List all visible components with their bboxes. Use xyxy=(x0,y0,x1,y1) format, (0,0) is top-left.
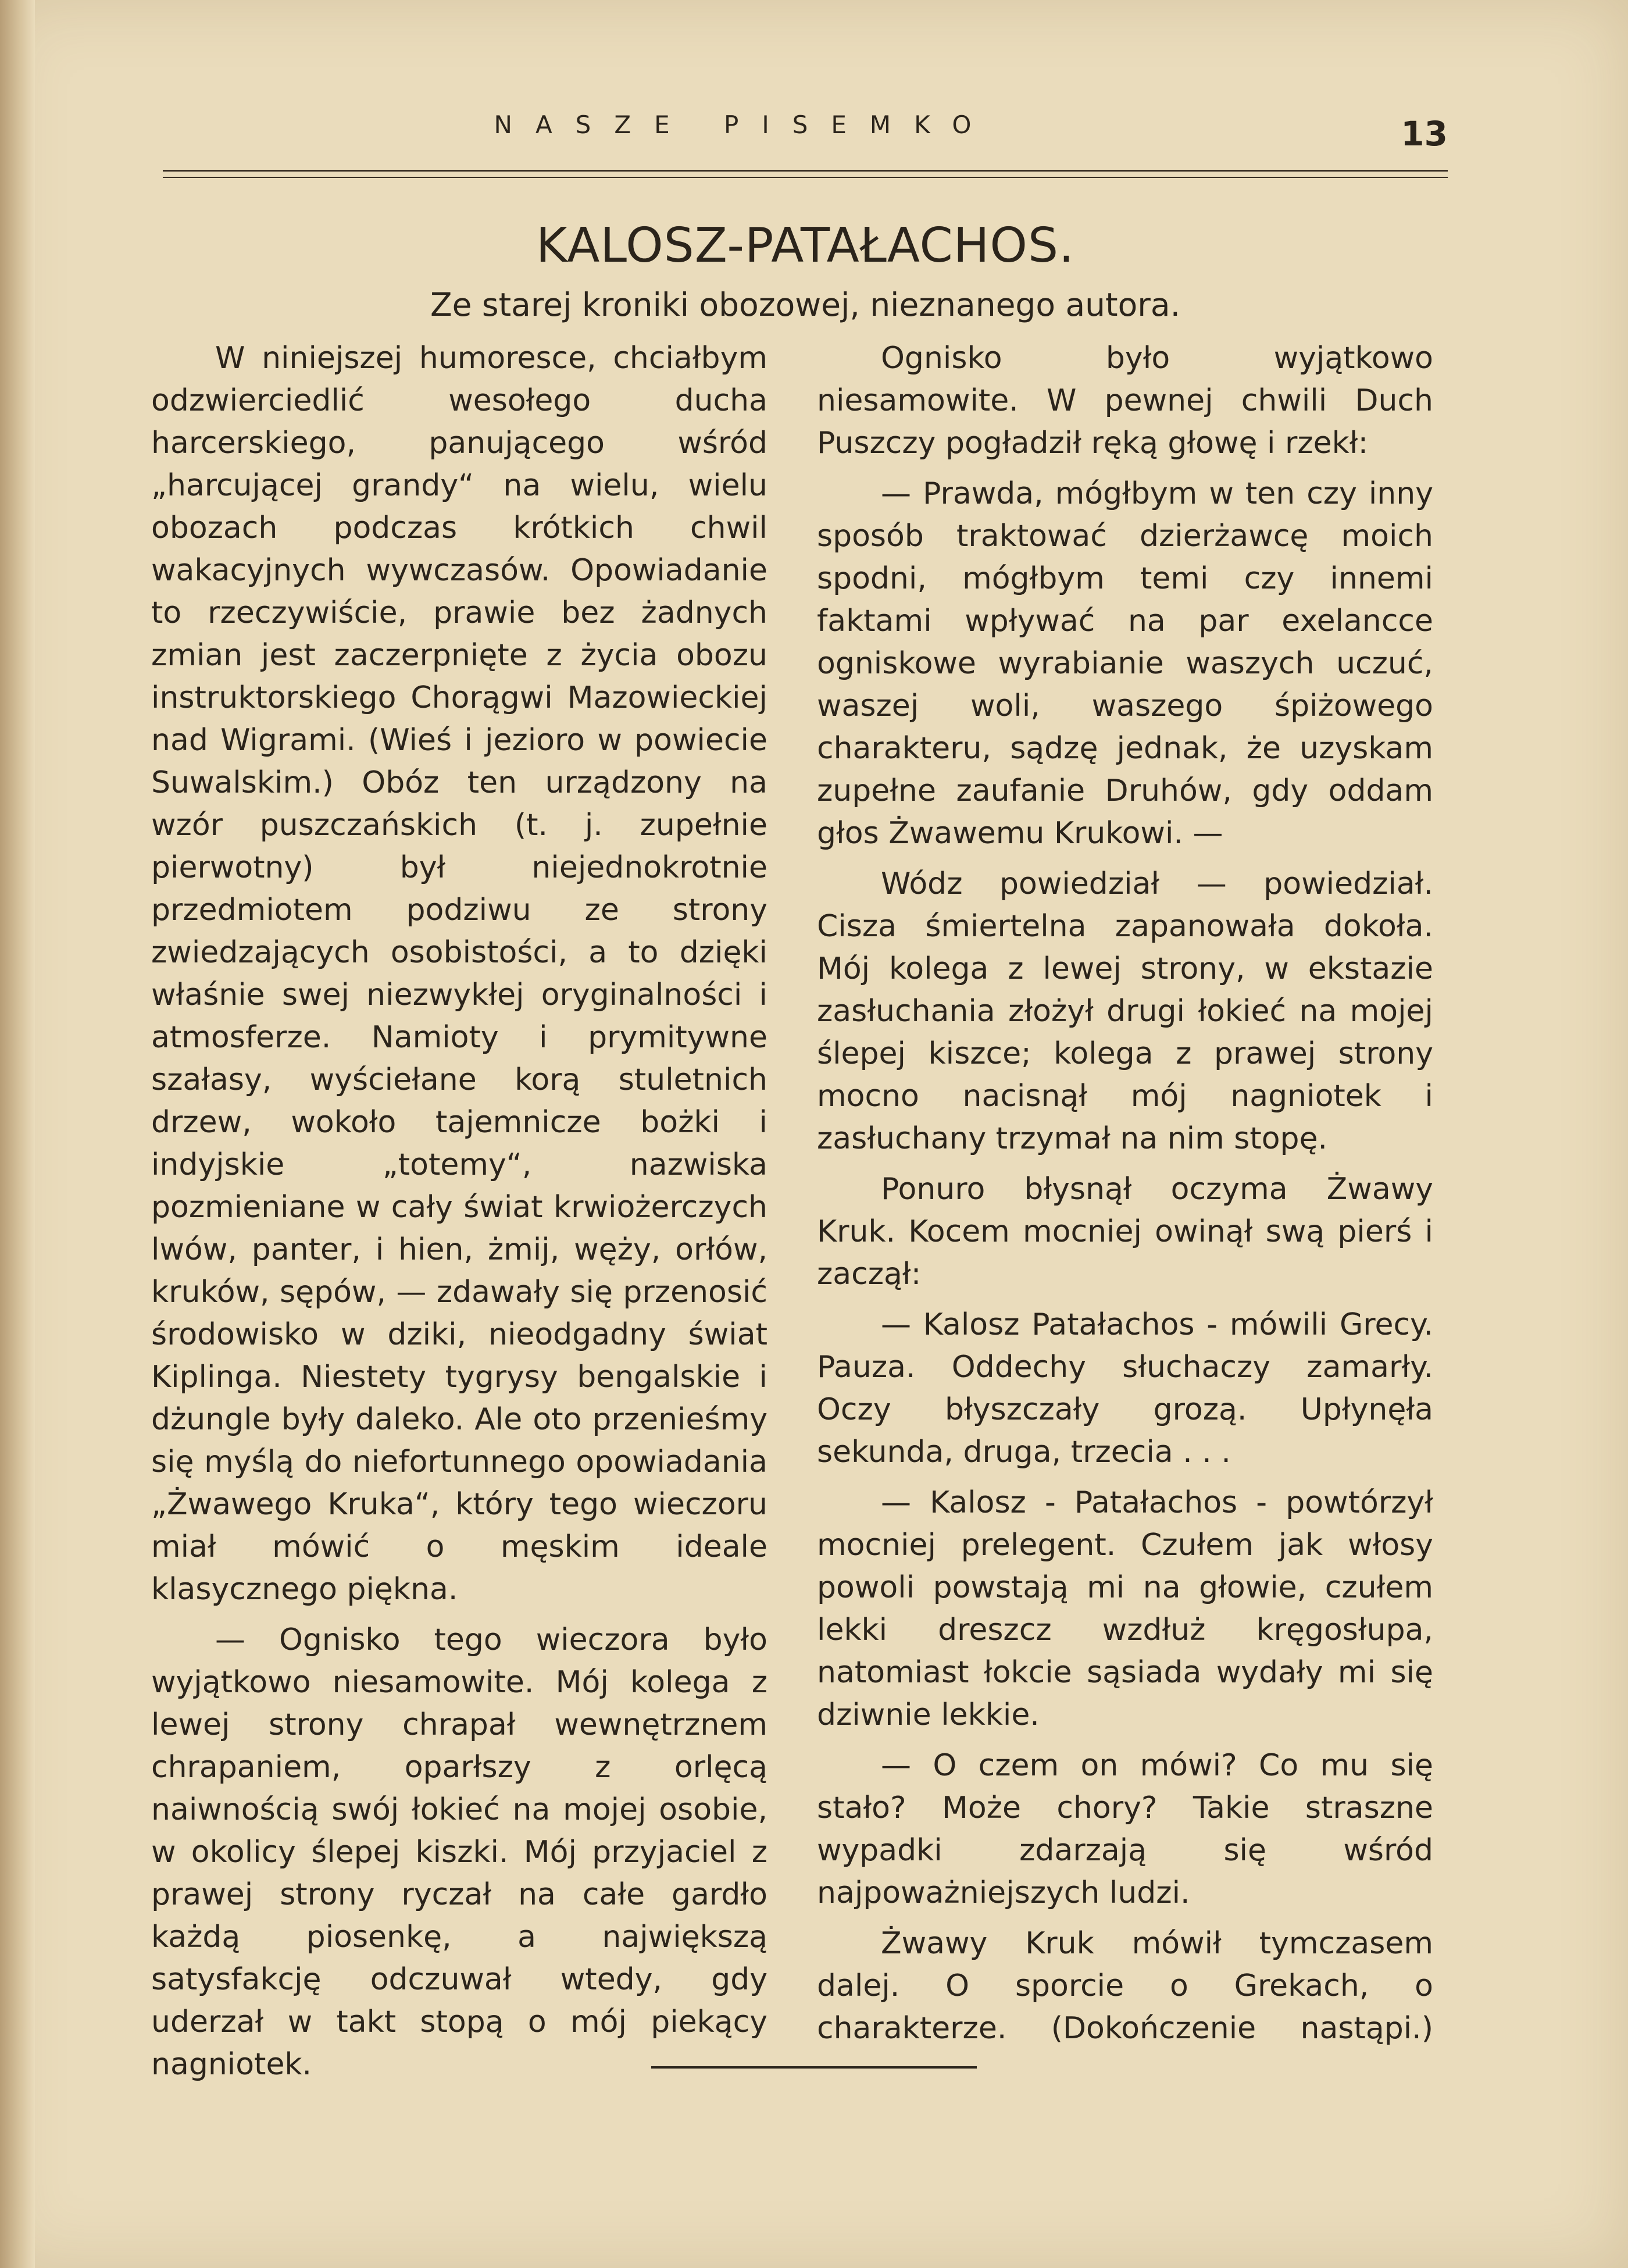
paragraph: — Kalosz Patałachos - mówili Grecy. Pauza. Oddechy słuchaczy zamarły. Oczy błyszczały grozą. Upłynęła sekunda, druga, trzecia . . . xyxy=(817,1307,1433,1470)
header-rule-top xyxy=(163,170,1448,172)
end-rule xyxy=(651,2066,977,2069)
paragraph: Ponuro błysnął oczyma Żwawy Kruk. Kocem mocniej owinął swą pierś i zaczął: xyxy=(817,1172,1433,1292)
page-binding-edge xyxy=(0,0,35,2268)
left-column xyxy=(151,337,767,2094)
page-number: 13 xyxy=(1401,114,1448,154)
article-subtitle: Ze starej kroniki obozowej, nieznanego autora. xyxy=(430,286,1181,323)
paragraph: — Prawda, mógłbym w ten czy inny sposób traktować dzierżawcę moich spodni, mógłbym temi czy innemi faktami wpływać na par exelancce ogniskowe wyrabianie waszych uczuć, waszej woli, waszego śpiżowego charakteru, sądzę jednak, że uzyskam zupełne zaufanie Druhów, gdy oddam głos Żwawemu Krukowi. — xyxy=(817,476,1433,851)
paragraph: — Ognisko tego wieczora było wyjątkowo niesamowite. Mój kolega z lewej strony chrapał wewnętrznem chrapaniem, oparłszy z orlęcą naiwnością swój łokieć na mojej osobie, w okolicy ślepej kiszki. Mój przyjaciel z prawej strony ryczał na całe gardło każdą piosenkę, a największą satysfakcję odczuwał wtedy, gdy uderzał w takt stopą o mój piekący nagniotek. xyxy=(151,1622,767,2082)
page-header xyxy=(163,99,1448,186)
header-rule-bottom xyxy=(163,177,1448,178)
paragraph: — O czem on mówi? Co mu się stało? Może chory? Takie straszne wypadki zdarzają się wśród najpoważniejszych ludzi. xyxy=(817,1748,1433,1910)
right-column xyxy=(817,337,1433,2058)
paragraph: Żwawy Kruk mówił tymczasem dalej. O sporcie o Grekach, o charakterze. (Dokończenie nastąpi.) xyxy=(817,1926,1433,2046)
running-title: NASZE PISEMKO xyxy=(494,110,995,139)
paragraph: Wódz powiedział — powiedział. Cisza śmiertelna zapanowała dokoła. Mój kolega z lewej strony, w ekstazie zasłuchania złożył drugi łokieć na mojej ślepej kiszce; kolega z prawej strony mocno nacisnął mój nagniotek i zasłuchany trzymał na nim stopę. xyxy=(817,866,1433,1156)
paragraph: W niniejszej humoresce, chciałbym odzwierciedlić wesołego ducha harcerskiego, panującego wśród „harcującej grandy“ na wielu, wielu obozach podczas krótkich chwil wakacyjnych wywczasów. Opowiadanie to rzeczywiście, prawie bez żadnych zmian jest zaczerpnięte z życia obozu instruktorskiego Chorągwi Mazowieckiej nad Wigrami. (Wieś i jezioro w powiecie Suwalskim.) Obóz ten urządzony na wzór puszczańskich (t. j. zupełnie pierwotny) był niejednokrotnie przedmiotem podziwu ze strony zwiedzających osobistości, a to dzięki właśnie swej niezwykłej oryginalności i atmosferze. Namioty i prymitywne szałasy, wyściełane korą stuletnich drzew, wokoło tajemnicze bożki i indyjskie „totemy“, nazwiska pozmieniane w cały świat krwiożerczych lwów, panter, i hien, żmij, węży, orłów, kruków, sępów, — zdawały się przenosić środowisko w dziki, nieodgadny świat Kiplinga. Niestety tygrysy bengalskie i dżungle były daleko. Ale oto przenieśmy się myślą do niefortunnego opowiadania „Żwawego Kruka“, który tego wieczoru miał mówić o męskim ideale klasycznego piękna. xyxy=(151,341,767,1607)
paragraph: — Kalosz - Patałachos - powtórzył mocniej prelegent. Czułem jak włosy powoli powstają mi na głowie, czułem lekki dreszcz wzdłuż kręgosłupa, natomiast łokcie sąsiada wydały mi się dziwnie lekkie. xyxy=(817,1485,1433,1732)
article-title: KALOSZ-PATAŁACHOS. xyxy=(535,218,1075,273)
paragraph: Ognisko było wyjątkowo niesamowite. W pewnej chwili Duch Puszczy pogładził ręką głowę i rzekł: xyxy=(817,341,1433,461)
